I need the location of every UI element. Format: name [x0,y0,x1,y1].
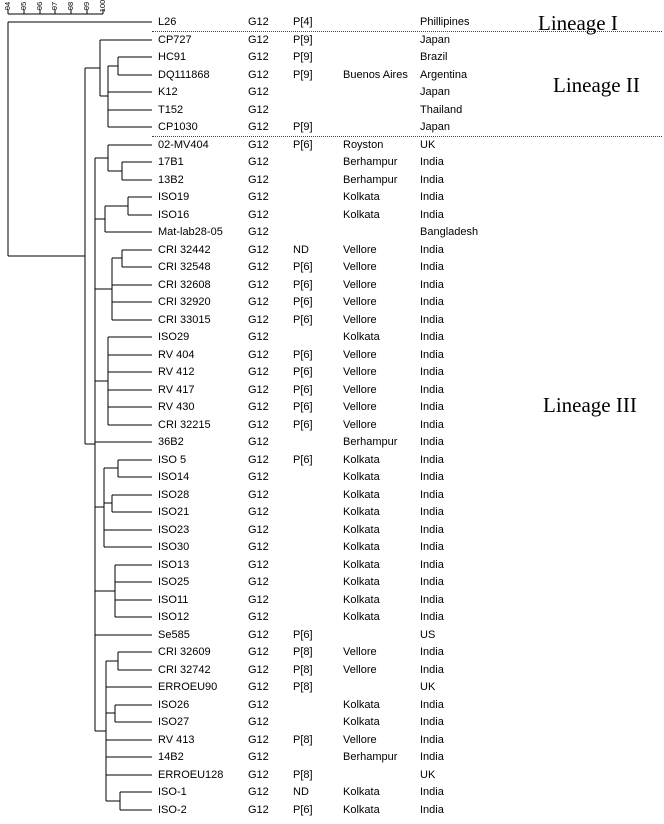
cell-city: Vellore [343,646,377,658]
cell-p_type: P[8] [293,733,313,746]
table-row [0,50,664,64]
cell-p_type: P[6] [293,138,313,151]
cell-p_type: P[6] [293,278,313,291]
cell-country: India [420,733,444,746]
cell-p_type: P[9] [293,68,313,81]
table-row [0,138,664,152]
cell-city: Kolkata [343,471,380,483]
cell-strain: ISO29 [158,331,190,343]
cell-p_type: P[8] [293,663,313,676]
cell-strain: ERROEU128 [158,768,224,781]
cell-city: Kolkata [343,453,380,466]
cell-strain: 36B2 [158,436,184,448]
cell-country: India [420,208,444,221]
cell-country: India [420,348,444,361]
cell-strain: ISO28 [158,488,190,501]
cell-genotype: G12 [248,681,269,693]
cell-country: US [420,628,436,641]
scale-tick-label: 97 [50,1,60,11]
cell-p_type: P[8] [293,768,313,781]
cell-strain: CRI 32742 [158,663,211,676]
cell-country: Japan [420,33,450,46]
cell-city: Kolkata [343,488,380,501]
cell-country: India [420,576,444,588]
cell-country: India [420,541,444,553]
cell-genotype: G12 [248,733,269,746]
cell-genotype: G12 [248,628,269,641]
cell-country: India [420,243,444,256]
cell-strain: ISO21 [158,506,190,518]
cell-strain: K12 [158,86,178,98]
cell-country: India [420,506,444,518]
table-row [0,593,664,607]
cell-country: India [420,698,444,711]
cell-strain: CRI 32548 [158,261,211,273]
table-row [0,243,664,257]
table-row [0,418,664,432]
cell-country: India [420,173,444,186]
table-row [0,295,664,309]
scale-tick-label: 100 [97,0,107,13]
cell-city: Kolkata [343,593,380,606]
table-row [0,505,664,519]
cell-genotype: G12 [248,663,269,676]
cell-city: Kolkata [343,191,380,203]
cell-city: Vellore [343,366,377,378]
cell-strain: ISO19 [158,191,190,203]
table-row [0,523,664,537]
cell-genotype: G12 [248,803,269,816]
scale-tick-label: 95 [18,1,28,11]
cell-country: Brazil [420,51,448,63]
cell-city: Kolkata [343,803,380,816]
cell-country: India [420,383,444,396]
cell-strain: CRI 33015 [158,313,211,326]
cell-p_type: ND [293,786,309,798]
cell-p_type: P[4] [293,16,313,28]
cell-strain: Mat-lab28-05 [158,226,223,238]
cell-genotype: G12 [248,68,269,81]
table-row [0,768,664,782]
table-row [0,628,664,642]
cell-p_type: P[9] [293,33,313,46]
cell-p_type: P[6] [293,628,313,641]
cell-strain: ISO30 [158,541,190,553]
cell-strain: 14B2 [158,751,184,763]
table-row [0,663,664,677]
table-row [0,260,664,274]
cell-genotype: G12 [248,156,269,168]
cell-city: Kolkata [343,611,380,623]
cell-genotype: G12 [248,261,269,273]
cell-strain: CRI 32920 [158,296,211,308]
cell-genotype: G12 [248,208,269,221]
cell-city: Vellore [343,401,377,413]
cell-genotype: G12 [248,593,269,606]
cell-strain: T152 [158,103,184,116]
cell-strain: ERROEU90 [158,681,218,693]
cell-city: Vellore [343,296,377,308]
cell-city: Berhampur [343,751,398,763]
cell-country: Bangladesh [420,226,479,238]
cell-genotype: G12 [248,768,269,781]
cell-p_type: P[6] [293,453,313,466]
cell-p_type: P[6] [293,348,313,361]
cell-strain: ISO27 [158,716,190,728]
scale-tick-label: 96 [34,1,44,11]
cell-genotype: G12 [248,383,269,396]
cell-genotype: G12 [248,646,269,658]
table-row [0,453,664,467]
cell-country: India [420,523,444,536]
table-row [0,225,664,239]
cell-strain: 02-MV404 [158,138,209,151]
table-row [0,208,664,222]
cell-p_type: P[6] [293,366,313,378]
cell-genotype: G12 [248,716,269,728]
cell-country: India [420,488,444,501]
lineage-label-2: Lineage II [553,73,640,97]
table-row [0,715,664,729]
table-row [0,365,664,379]
cell-country: India [420,611,444,623]
cell-strain: ISO11 [158,593,189,606]
table-row [0,330,664,344]
cell-country: India [420,191,444,203]
cell-genotype: G12 [248,296,269,308]
table-row [0,103,664,117]
cell-city: Kolkata [343,506,380,518]
cell-country: UK [420,768,436,781]
cell-genotype: G12 [248,611,269,623]
scale-tick-label: 98 [66,1,76,11]
cell-strain: ISO25 [158,576,190,588]
cell-country: Japan [420,121,450,133]
table-row [0,190,664,204]
cell-strain: RV 417 [158,383,195,396]
cell-p_type: P[6] [293,383,313,396]
cell-city: Vellore [343,243,377,256]
scale-tick-label: 94 [3,1,12,11]
cell-strain: ISO14 [158,471,190,483]
cell-strain: CP1030 [158,121,198,133]
cell-genotype: G12 [248,86,269,98]
cell-country: Phillipines [420,16,470,28]
cell-country: UK [420,138,436,151]
cell-city: Kolkata [343,558,380,571]
cell-country: India [420,453,444,466]
scale-tick-label: 99 [82,1,92,11]
cell-genotype: G12 [248,471,269,483]
cell-genotype: G12 [248,313,269,326]
cell-genotype: G12 [248,348,269,361]
cell-strain: ISO26 [158,698,190,711]
cell-p_type: P[9] [293,121,313,133]
cell-country: India [420,401,444,413]
cell-country: India [420,418,444,431]
cell-strain: ISO13 [158,558,190,571]
cell-strain: HC91 [158,51,187,63]
table-row [0,575,664,589]
cell-genotype: G12 [248,523,269,536]
cell-strain: ISO-1 [158,786,187,798]
cell-strain: ISO16 [158,208,190,221]
cell-p_type: P[8] [293,681,313,693]
cell-city: Vellore [343,313,377,326]
cell-strain: RV 412 [158,366,195,378]
cell-country: India [420,593,444,606]
table-row [0,278,664,292]
table-row [0,785,664,799]
cell-genotype: G12 [248,191,269,203]
cell-p_type: P[6] [293,261,313,273]
table-row [0,750,664,764]
cell-strain: CRI 32442 [158,243,211,256]
cell-strain: ISO23 [158,523,190,536]
cell-p_type: P[6] [293,313,313,326]
cell-city: Vellore [343,278,377,291]
cell-city: Kolkata [343,541,380,553]
cell-country: India [420,331,444,343]
cell-genotype: G12 [248,576,269,588]
cell-genotype: G12 [248,173,269,186]
cell-country: Japan [420,86,450,98]
cell-strain: CRI 32609 [158,646,211,658]
cell-p_type: P[6] [293,401,313,413]
table-row [0,645,664,659]
cell-strain: RV 413 [158,733,195,746]
lineage-divider-2 [152,136,662,137]
cell-country: India [420,558,444,571]
cell-city: Vellore [343,383,377,396]
cell-p_type: P[6] [293,296,313,308]
cell-genotype: G12 [248,51,269,63]
cell-genotype: G12 [248,243,269,256]
cell-city: Kolkata [343,208,380,221]
cell-country: India [420,716,444,728]
cell-genotype: G12 [248,436,269,448]
cell-genotype: G12 [248,138,269,151]
cell-city: Vellore [343,261,377,273]
cell-country: Argentina [420,68,468,81]
table-row [0,488,664,502]
cell-country: India [420,663,444,676]
cell-strain: DQ111868 [158,68,210,81]
cell-genotype: G12 [248,558,269,571]
cell-strain: 13B2 [158,173,184,186]
cell-city: Kolkata [343,576,380,588]
cell-city: Vellore [343,663,377,676]
cell-strain: CP727 [158,33,192,46]
cell-strain: Se585 [158,628,190,641]
cell-country: India [420,156,444,168]
cell-city: Kolkata [343,523,380,536]
cell-strain: RV 430 [158,401,195,413]
table-row [0,313,664,327]
cell-country: India [420,261,444,273]
cell-city: Vellore [343,733,377,746]
table-row [0,540,664,554]
table-row [0,470,664,484]
cell-country: India [420,803,444,816]
cell-country: India [420,296,444,308]
table-row [0,803,664,817]
cell-genotype: G12 [248,226,269,238]
cell-country: UK [420,681,436,693]
cell-genotype: G12 [248,488,269,501]
cell-country: India [420,278,444,291]
table-row [0,680,664,694]
table-row [0,558,664,572]
cell-genotype: G12 [248,418,269,431]
cell-genotype: G12 [248,786,269,798]
cell-genotype: G12 [248,121,269,133]
cell-country: India [420,786,444,798]
cell-city: Berhampur [343,156,398,168]
cell-genotype: G12 [248,506,269,518]
cell-strain: 17B1 [158,156,184,168]
cell-city: Vellore [343,348,377,361]
cell-strain: RV 404 [158,348,195,361]
cell-strain: ISO-2 [158,803,187,816]
table-row [0,120,664,134]
cell-city: Royston [343,138,384,151]
cell-city: Kolkata [343,698,380,711]
cell-country: India [420,646,444,658]
lineage-label-3: Lineage III [543,393,637,417]
cell-genotype: G12 [248,366,269,378]
cell-p_type: P[8] [293,646,313,658]
cell-genotype: G12 [248,331,269,343]
cell-p_type: ND [293,243,309,256]
table-row [0,610,664,624]
cell-city: Berhampur [343,436,398,448]
cell-country: India [420,751,444,763]
table-row [0,435,664,449]
cell-strain: CRI 32215 [158,418,211,431]
cell-city: Kolkata [343,786,380,798]
cell-p_type: P[6] [293,418,313,431]
cell-p_type: P[9] [293,51,313,63]
table-row [0,698,664,712]
cell-genotype: G12 [248,401,269,413]
cell-genotype: G12 [248,278,269,291]
cell-strain: L26 [158,16,177,28]
cell-country: Thailand [420,103,463,116]
cell-genotype: G12 [248,541,269,553]
cell-city: Berhampur [343,173,398,186]
cell-country: India [420,366,444,378]
cell-p_type: P[6] [293,803,313,816]
table-row [0,348,664,362]
cell-strain: CRI 32608 [158,278,211,291]
cell-genotype: G12 [248,33,269,46]
cell-genotype: G12 [248,751,269,763]
cell-strain: ISO 5 [158,453,187,466]
cell-country: India [420,436,444,448]
cell-genotype: G12 [248,16,269,28]
cell-city: Buenos Aires [343,68,408,81]
cell-city: Kolkata [343,716,380,728]
cell-country: India [420,313,444,326]
cell-genotype: G12 [248,698,269,711]
cell-strain: ISO12 [158,611,190,623]
cell-city: Vellore [343,418,377,431]
table-row [0,173,664,187]
lineage-label-1: Lineage I [538,11,618,35]
cell-genotype: G12 [248,453,269,466]
table-row [0,733,664,747]
table-row [0,155,664,169]
cell-country: India [420,471,444,483]
cell-city: Kolkata [343,331,380,343]
cell-genotype: G12 [248,103,269,116]
